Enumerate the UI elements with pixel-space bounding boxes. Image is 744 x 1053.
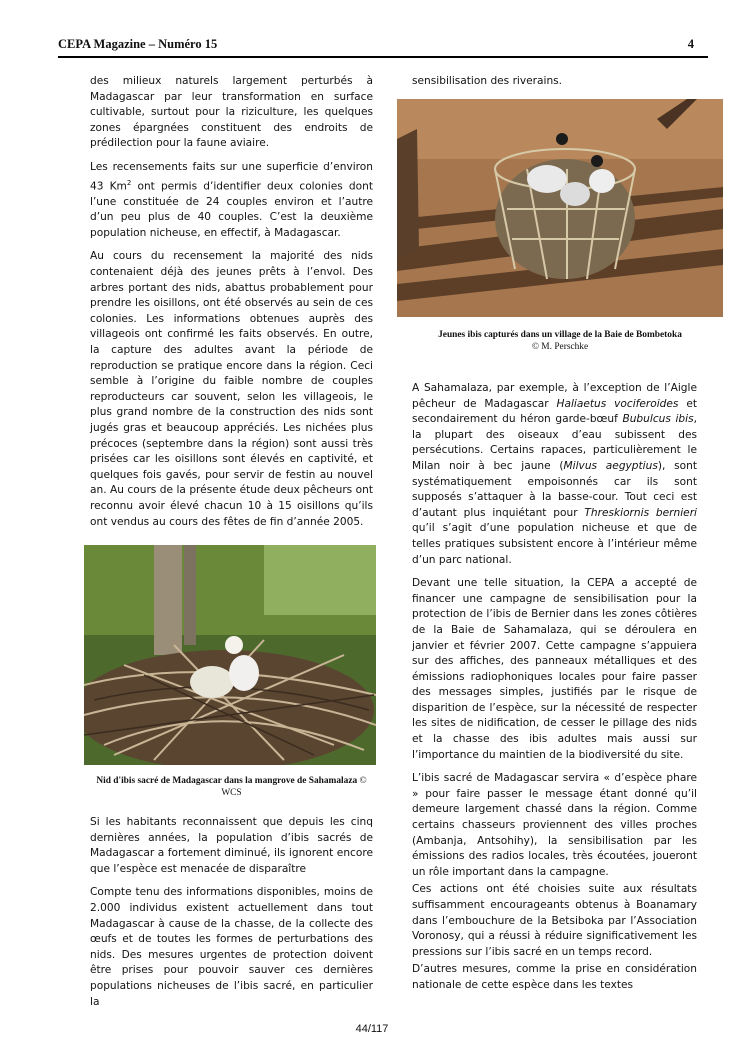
column-left-top <box>90 74 373 538</box>
caption-nest-photo <box>90 776 373 799</box>
paragraph: Compte tenu des informations disponibles, moins de 2.000 individus existent actuellement dans tout Madagascar à cause de la chasse, de la collecte des œufs et de toutes les formes de perturbations des nids. Des mesures urgentes de protection doivent être prises pour pouvoir sauver ces dernières populations nicheuses de l’ibis sacré, en particulier la <box>90 886 373 1008</box>
caption-captured-photo <box>397 330 723 353</box>
species-name: Haliaetus vociferoides <box>556 397 679 410</box>
paragraph: des milieux naturels largement perturbés à Madagascar par leur transformation en surface cultivable, surtout pour la riziculture, les quelques zones épargnées constituent des endroits de prédilection pour la faune aviaire. <box>90 75 373 150</box>
column-right <box>412 381 697 996</box>
paragraph: D’autres mesures, comme la prise en considération nationale de cette espèce dans les textes <box>412 963 697 991</box>
magazine-title: CEPA Magazine – Numéro 15 <box>58 37 218 51</box>
paragraph: Les recensements faits sur une superficie d’environ 43 Km$^2$ ont permis d’identifier deux colonies dont l’une constituée de 24 couples environ et l’autre d’un peu plus de 40 couples. C’est la deuxième population nicheuse, en effectif, à Madagascar. <box>90 160 373 239</box>
photo-captured-ibis <box>397 99 723 317</box>
species-name: Milvus aegyptius <box>563 459 658 472</box>
paragraph: Devant une telle situation, la CEPA a accepté de financer une campagne de sensibilisation pour la protection de l’ibis de Bernier dans les zones côtières de la Baie de Sahamalaza, qui se déroulera en janvier et février 2007. Cette campagne s’appuiera sur des affiches, des panneaux métalliques et des émissions radiophoniques locales pour faire passer des messages simples, justifiés par le risque de disparition de l’espèce, sur la nécessité de respecter les sites de nidification, de cesser le pillage des nids et la chasse des ibis adultes mais aussi sur l’importance du maintien de la biodiversité du site. <box>412 577 697 761</box>
species-name: Threskiornis bernieri <box>584 506 698 519</box>
column-left-bottom <box>90 815 373 1018</box>
paragraph: sensibilisation des riverains. <box>412 75 563 87</box>
caption-title: Nid d'ibis sacré de Madagascar dans la mangrove de Sahamalaza <box>96 776 358 786</box>
paragraph: Ces actions ont été choisies suite aux résultats suffisamment encourageants obtenus à Boanamary dans l’embouchure de la Betsiboka par l’Association Voronosy, qui a réussi à réduire significativement les pressions sur l’ibis sacré en un temps record. <box>412 883 697 958</box>
caption-credit: © WCS <box>221 776 367 798</box>
paragraph: Si les habitants reconnaissent que depuis les cinq dernières années, la population d’ibis sacrés de Madagascar a fortement diminué, ils ignorent encore que l’espèce est menacée de disparaître <box>90 816 373 875</box>
column-right-top <box>412 74 697 98</box>
caption-credit: © M. Perschke <box>531 341 589 352</box>
page-header <box>58 36 708 58</box>
caption-title: Jeunes ibis capturés dans un village de la Baie de Bombetoka <box>438 330 682 340</box>
photo-ibis-nest <box>84 545 376 765</box>
paragraph: L’ibis sacré de Madagascar servira « d’espèce phare » pour faire passer le message étant donné qu’il demeure largement chassé dans la région. Comme certains chasseurs proviennent des villes proches (Ambanja, Antsohihy), la sensibilisation par les émissions des radios locales, très écoutées, joueront un rôle important dans la campagne. <box>412 772 697 878</box>
page-number: 4 <box>687 37 694 51</box>
paragraph: Au cours du recensement la majorité des nids contenaient déjà des jeunes prêts à l’envol. Des arbres portant des nids, abattus probablement pour prendre les oisillons, ont été observés au sein de ces colonies. Les informations obtenues auprès des villageois ont confirmé les faits observés. En outre, la capture des adultes avant la période de reproduction se pratique encore dans la région. Ceci semble à l’origine du faible nombre de couples reproducteurs car souvent, selon les villageois, le plus grand nombre de la construction des nids sont jugés gras et beaucoup appréciés. Les nichées plus précoces (septembre dans la région) sont aussi très prisées car les oisillons sont élevés en captivité, et quelques fois gavés, pour servir de festin au nouvel an. Au cours de la présente étude deux pêcheurs ont reconnu avoir élevé chacun 10 à 15 oisillons qu’ils ont vendus au cours des fêtes de fin d’année 2005. <box>90 250 373 528</box>
species-name: Bubulcus ibis <box>622 413 694 426</box>
page-counter: 44/117 <box>355 1023 389 1035</box>
paragraph: A Sahamalaza, par exemple, à l’exception de l’Aigle pêcheur de Madagascar Haliaetus vociferoides et secondairement du héron garde-bœuf Bubulcus ibis, la plupart des oiseaux d’eau subissent des persécutions. Certains rapaces, particulièrement le Milan noir à bec jaune (Milvus aegyptius), sont systématiquement empoisonnés car ils sont supposés s’attaquer à la basse-cour. Tout ceci est d’autant plus inquiétant pour Threskiornis bernieri qu’il s’agit d’une population nicheuse et que de telles pratiques subsistent encore à l’intérieur même d’un parc national. <box>412 382 698 566</box>
